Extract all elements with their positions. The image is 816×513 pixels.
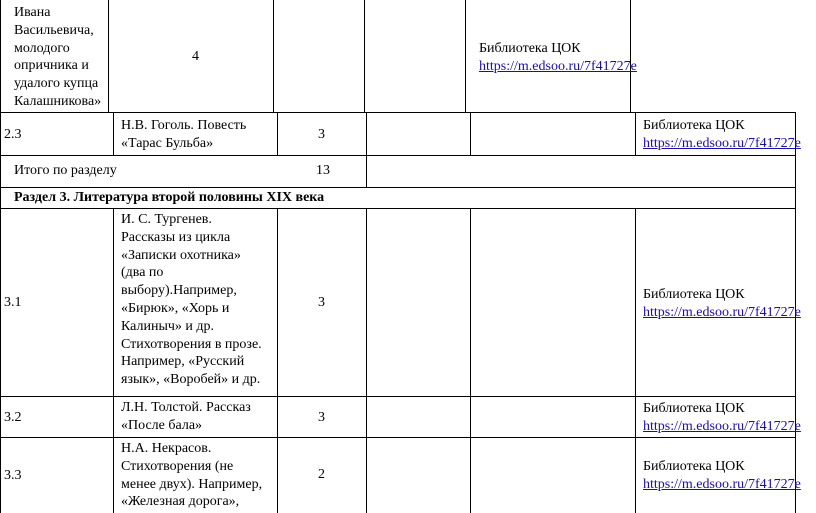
row-divider: [0, 112, 796, 113]
resource-link[interactable]: https://m.edsoo.ru/7f41727e: [643, 305, 801, 320]
topic-line: Стихотворения в прозе.: [121, 336, 262, 352]
col-divider: [0, 112, 1, 513]
col-divider: [273, 0, 274, 112]
topic-line: Рассказы из цикла: [121, 229, 231, 245]
resource-link[interactable]: https://m.edsoo.ru/7f41727e: [643, 419, 801, 434]
row-divider: [0, 208, 796, 209]
col-divider: [0, 0, 1, 112]
section-title: Раздел 3. Литература второй половины XIX века: [14, 190, 325, 205]
topic-line: Калиныч» и др.: [121, 318, 215, 334]
row-0-topic: [14, 4, 101, 111]
topic-line: Л.Н. Толстой. Рассказ: [121, 400, 251, 415]
topic-line: удалого купца: [14, 76, 99, 92]
section-total-hours: 13: [316, 163, 330, 178]
row-3-2-topic: [121, 399, 251, 435]
row-3-3-topic: [121, 440, 262, 511]
topic-line: опричника и: [14, 58, 89, 74]
col-divider: [470, 112, 471, 155]
topic-line: Васильевича,: [14, 22, 94, 38]
topic-line: «Железная дорога»,: [121, 494, 240, 510]
col-divider: [364, 0, 365, 112]
row-divider: [0, 187, 796, 188]
row-3-3-hours: 2: [318, 467, 325, 482]
row-2-3-resource: [643, 117, 801, 153]
topic-line: Н.А. Некрасов.: [121, 441, 212, 456]
topic-line: «Бирюк», «Хорь и: [121, 300, 230, 316]
topic-line: Н.В. Гоголь. Повесть: [121, 118, 247, 133]
row-3-1-topic: [121, 211, 262, 389]
col-divider: [366, 208, 367, 513]
topic-line: «После бала»: [121, 417, 203, 433]
topic-line: И. С. Тургенев.: [121, 212, 212, 227]
topic-line: менее двух). Например,: [121, 476, 263, 492]
row-divider: [0, 155, 796, 156]
col-divider: [113, 208, 114, 513]
col-divider: [108, 0, 109, 112]
col-divider: [635, 208, 636, 513]
topic-line: Стихотворения (не: [121, 458, 234, 474]
topic-line: Ивана: [14, 5, 51, 20]
resource-link[interactable]: https://m.edsoo.ru/7f41727e: [479, 59, 637, 74]
row-3-3-resource: [643, 458, 801, 494]
library-label: Библиотека ЦОК: [643, 401, 745, 416]
col-divider: [470, 208, 471, 513]
row-0-hours: 4: [192, 49, 199, 64]
row-3-2-hours: 3: [318, 410, 325, 425]
row-2-3-topic: [121, 117, 246, 153]
col-divider: [465, 0, 466, 112]
row-3-2-resource: [643, 400, 801, 436]
topic-line: Калашникова»: [14, 93, 102, 109]
library-label: Библиотека ЦОК: [643, 459, 745, 474]
col-divider: [277, 112, 278, 155]
topic-line: (два по: [121, 265, 164, 281]
row-0-resource: [479, 40, 637, 76]
library-label: Библиотека ЦОК: [479, 41, 581, 56]
topic-line: «Записки охотника»: [121, 247, 241, 263]
topic-line: «Тарас Бульба»: [121, 135, 214, 151]
row-2-3-hours: 3: [318, 127, 325, 142]
topic-line: выбору).Например,: [121, 283, 237, 299]
row-divider: [0, 437, 796, 438]
col-divider: [635, 112, 636, 155]
resource-link[interactable]: https://m.edsoo.ru/7f41727e: [643, 477, 801, 492]
row-3-2-number: 3.2: [4, 410, 22, 425]
col-divider: [277, 208, 278, 513]
col-divider: [366, 112, 367, 187]
topic-line: язык», «Воробей» и др.: [121, 372, 261, 388]
row-2-3-number: 2.3: [4, 127, 22, 142]
row-3-3-number: 3.3: [4, 468, 22, 483]
resource-link[interactable]: https://m.edsoo.ru/7f41727e: [643, 136, 801, 151]
topic-line: Например, «Русский: [121, 354, 245, 370]
row-divider: [0, 396, 796, 397]
section-total-label: Итого по разделу: [14, 163, 117, 178]
row-3-1-resource: [643, 286, 801, 322]
row-3-1-hours: 3: [318, 295, 325, 310]
row-3-1-number: 3.1: [4, 295, 22, 310]
library-label: Библиотека ЦОК: [643, 118, 745, 133]
topic-line: молодого: [14, 40, 70, 56]
library-label: Библиотека ЦОК: [643, 287, 745, 302]
col-divider: [113, 112, 114, 155]
